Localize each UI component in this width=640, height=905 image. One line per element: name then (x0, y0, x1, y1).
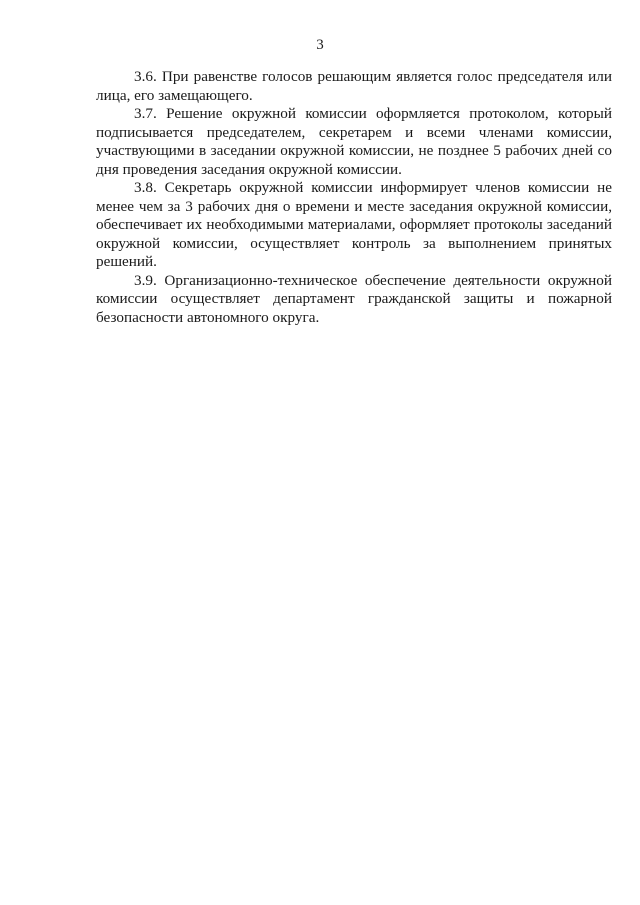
page-number: 3 (316, 37, 324, 53)
paragraph-3-9: 3.9. Организационно-техническое обеспечение деятельности окружной комиссии осуществляет департамент гражданской защиты и пожарной безопасности автономного округа. (96, 271, 612, 326)
document-body (96, 68, 612, 327)
paragraph-3-7: 3.7. Решение окружной комиссии оформляется протоколом, который подписывается председателем, секретарем и всеми членами комиссии, участвующими в заседании окружной комиссии, не позднее 5 рабочих дней со дня проведения заседания окружной комиссии. (96, 105, 612, 178)
paragraph-3-6: 3.6. При равенстве голосов решающим является голос председателя или лица, его замещающего. (96, 68, 612, 104)
paragraph-3-8: 3.8. Секретарь окружной комиссии информирует членов комиссии не менее чем за 3 рабочих дня о времени и месте заседания окружной комиссии, обеспечивает их необходимыми материалами, оформляет протоколы заседаний окружной комиссии, осуществляет контроль за выполнением принятых решений. (96, 179, 612, 270)
